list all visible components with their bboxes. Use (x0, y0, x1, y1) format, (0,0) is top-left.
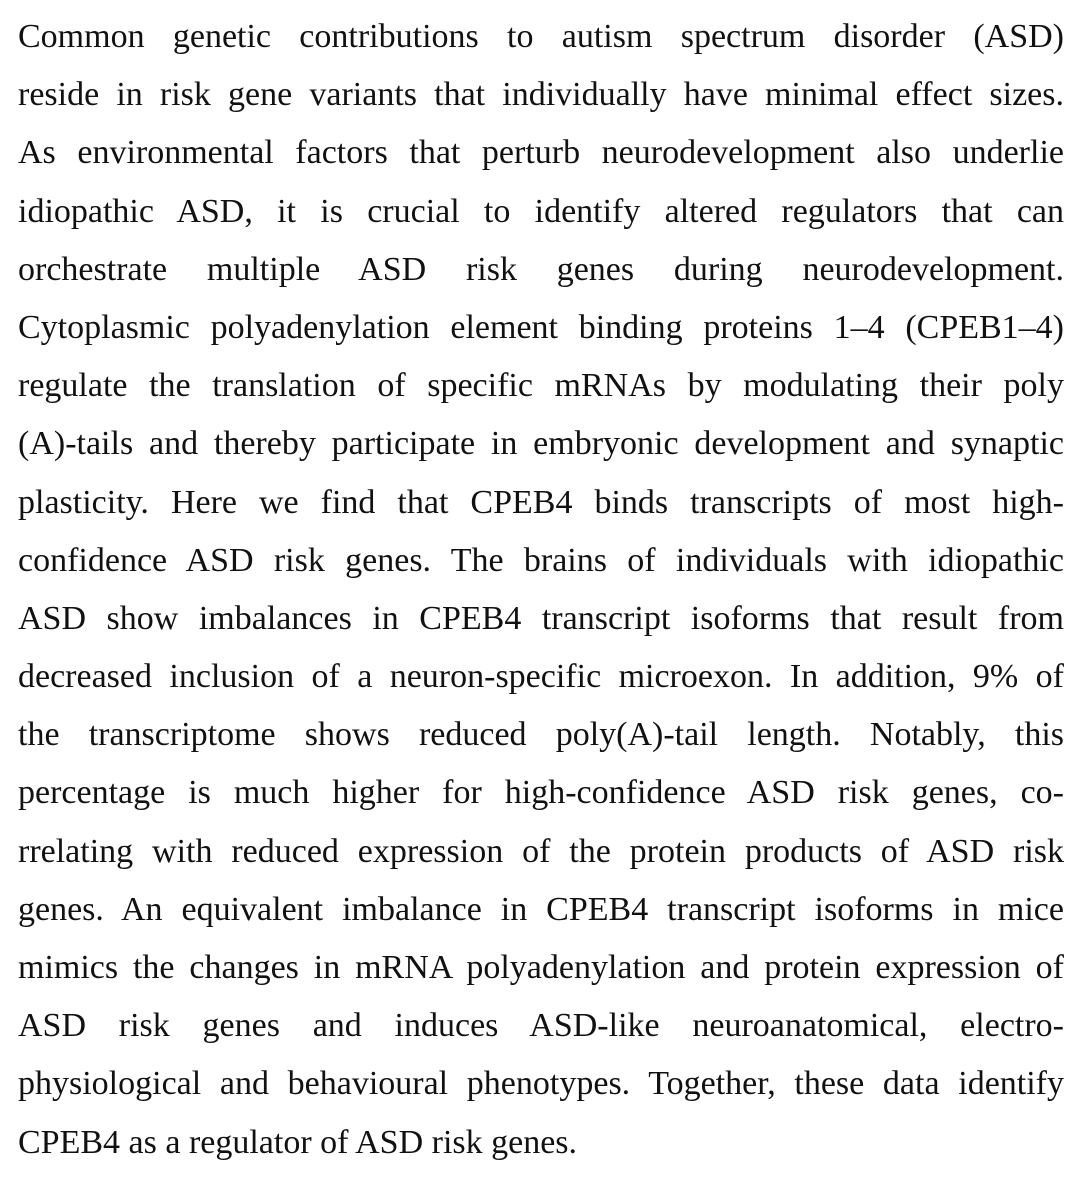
abstract-line: regulate the translation of specific mRNAs by modulating their poly (18, 367, 1064, 405)
abstract-line: reside in risk gene variants that individually have minimal effect sizes. (18, 76, 1064, 114)
abstract-line: orchestrate multiple ASD risk genes during neurodevelopment. (18, 250, 1064, 288)
abstract-line: confidence ASD risk genes. The brains of individuals with idiopathic (18, 541, 1064, 579)
abstract-line: the transcriptome shows reduced poly(A)-tail length. Notably, this (18, 716, 1064, 754)
abstract-line: plasticity. Here we find that CPEB4 binds transcripts of most high- (18, 483, 1064, 521)
abstract-line: (A)-tails and thereby participate in embryonic development and synaptic (18, 425, 1064, 463)
abstract-line: idiopathic ASD, it is crucial to identify altered regulators that can (18, 192, 1064, 230)
abstract-paragraph (18, 8, 1064, 1172)
abstract-line: ASD risk genes and induces ASD-like neuroanatomical, electro- (18, 1007, 1064, 1045)
abstract-line: ASD show imbalances in CPEB4 transcript isoforms that result from (18, 599, 1064, 637)
abstract-line: physiological and behavioural phenotypes. Together, these data identify (18, 1065, 1064, 1103)
abstract-line: Common genetic contributions to autism spectrum disorder (ASD) (18, 18, 1064, 55)
abstract-line: percentage is much higher for high-confidence ASD risk genes, co- (18, 774, 1064, 812)
abstract-line: CPEB4 as a regulator of ASD risk genes. (18, 1123, 578, 1161)
abstract-line: Cytoplasmic polyadenylation element binding proteins 1–4 (CPEB1–4) (18, 308, 1064, 346)
abstract-line: decreased inclusion of a neuron-specific microexon. In addition, 9% of (18, 658, 1064, 696)
abstract-line: genes. An equivalent imbalance in CPEB4 transcript isoforms in mice (18, 890, 1064, 928)
abstract-line: As environmental factors that perturb neurodevelopment also underlie (18, 134, 1064, 172)
abstract-line: rrelating with reduced expression of the protein products of ASD risk (18, 832, 1064, 870)
abstract-line: mimics the changes in mRNA polyadenylation and protein expression of (18, 949, 1064, 986)
